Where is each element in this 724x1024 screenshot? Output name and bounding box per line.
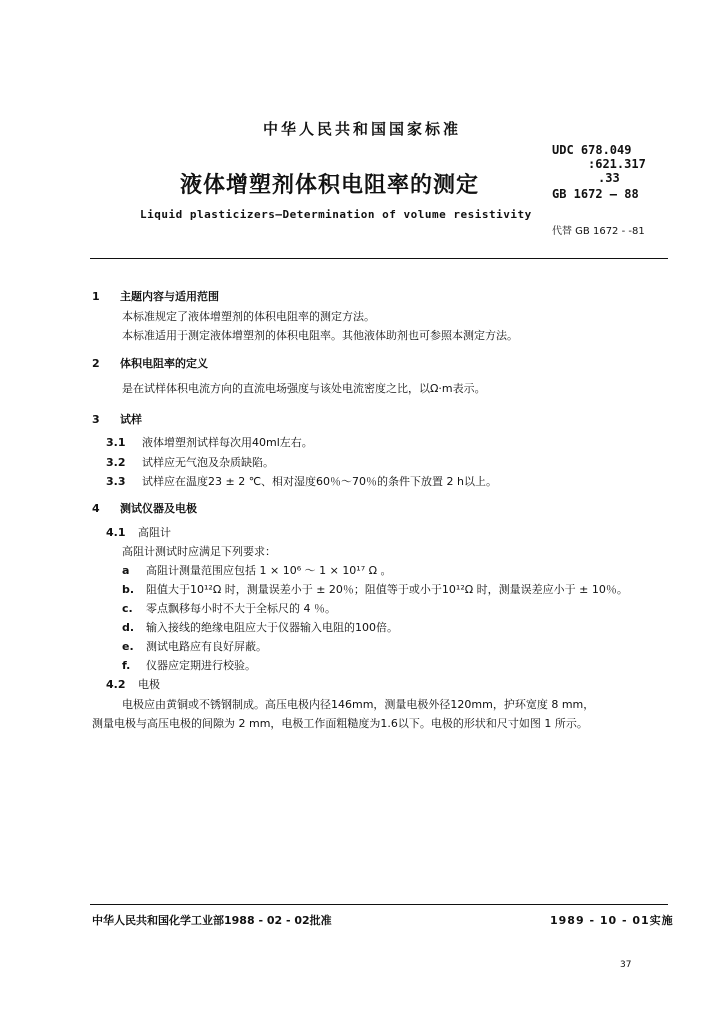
section-3-heading — [92, 411, 142, 427]
section-4-number: 4 — [92, 502, 100, 515]
subsection-4-2-paragraph-2: 测量电极与高压电极的间隙为 2 mm，电极工作面粗糙度为1.6以下。电极的形状和尺寸如图 1 所示。 — [92, 717, 588, 730]
section-4-title: 测试仪器及电极 — [120, 502, 197, 515]
item-text: 试样应无气泡及杂质缺陷。 — [142, 456, 274, 469]
footer-divider — [90, 904, 668, 905]
page-number: 37 — [620, 960, 632, 970]
section-2-number: 2 — [92, 357, 100, 370]
subsection-4-1-heading — [106, 524, 171, 540]
document-title-en: Liquid plasticizers—Determination of volume resistivity — [140, 208, 532, 221]
item-label: d. — [122, 621, 135, 634]
section-3-item-3 — [106, 473, 497, 489]
item-number: 3.2 — [106, 456, 126, 469]
section-3-title: 试样 — [120, 413, 142, 426]
item-label: a — [122, 564, 130, 577]
section-4-heading — [92, 500, 197, 516]
section-1-paragraph-1: 本标准规定了液体增塑剂的体积电阻率的测定方法。 — [122, 310, 375, 323]
requirement-item-d — [122, 619, 398, 635]
requirement-item-f — [122, 657, 256, 673]
section-2-paragraph-1: 是在试样体积电流方向的直流电场强度与该处电流密度之比，以Ω·m表示。 — [122, 382, 486, 395]
replaces-standard: 代替 GB 1672 - -81 — [552, 226, 645, 237]
item-text: 测试电路应有良好屏蔽。 — [146, 640, 267, 653]
implementation-date: 1989 - 10 - 01实施 — [550, 914, 674, 927]
subsection-4-2-paragraph-1: 电极应由黄铜或不锈钢制成。高压电极内径146mm，测量电极外径120mm，护环宽度 8 mm， — [122, 698, 595, 711]
subsection-title: 电极 — [138, 678, 160, 691]
section-1-heading — [92, 288, 219, 304]
subsection-number: 4.2 — [106, 678, 126, 691]
requirement-item-b — [122, 581, 628, 597]
section-1-title: 主题内容与适用范围 — [120, 290, 219, 303]
gb-standard-number: GB 1672 — 88 — [552, 187, 639, 201]
item-text: 零点飘移每小时不大于全标尺的 4 ％。 — [146, 602, 336, 615]
item-text: 试样应在温度23 ± 2 ℃、相对湿度60％～70％的条件下放置 2 h以上。 — [142, 475, 498, 488]
udc-code-line-3: .33 — [598, 171, 620, 185]
item-text: 液体增塑剂试样每次用40ml左右。 — [142, 436, 313, 449]
item-text: 输入接线的绝缘电阻应大于仪器输入电阻的100倍。 — [146, 621, 398, 634]
item-text: 仪器应定期进行校验。 — [146, 659, 256, 672]
approval-statement: 中华人民共和国化学工业部1988 - 02 - 02批准 — [92, 914, 332, 927]
item-label: e. — [122, 640, 134, 653]
item-label: c. — [122, 602, 133, 615]
udc-code-line-2: :621.317 — [588, 157, 646, 171]
section-1-paragraph-2: 本标准适用于测定液体增塑剂的体积电阻率。其他液体助剂也可参照本测定方法。 — [122, 329, 518, 342]
section-1-number: 1 — [92, 290, 100, 303]
subsection-4-2-heading — [106, 676, 160, 692]
header-divider — [90, 258, 668, 259]
section-2-title: 体积电阻率的定义 — [120, 357, 208, 370]
item-label: f. — [122, 659, 131, 672]
section-2-heading — [92, 355, 208, 371]
requirement-item-c — [122, 600, 336, 616]
section-3-item-1 — [106, 434, 313, 450]
item-label: b. — [122, 583, 135, 596]
document-title-cn: 液体增塑剂体积电阻率的测定 — [180, 173, 480, 198]
item-text: 阻值大于10¹²Ω 时，测量误差小于 ± 20％；阻值等于或小于10¹²Ω 时，测量误差应小于 ± 10％。 — [146, 583, 628, 596]
section-3-number: 3 — [92, 413, 100, 426]
requirement-item-e — [122, 638, 267, 654]
subsection-title: 高阻计 — [138, 526, 171, 539]
item-text: 高阻计测量范围应包括 1 × 10⁶ ～ 1 × 10¹⁷ Ω 。 — [146, 564, 392, 577]
item-number: 3.3 — [106, 475, 126, 488]
requirement-item-a — [122, 562, 392, 578]
udc-code-line-1: UDC 678.049 — [552, 143, 632, 157]
subsection-number: 4.1 — [106, 526, 126, 539]
standard-header-title: 中华人民共和国国家标准 — [262, 120, 461, 138]
subsection-4-1-intro: 高阻计测试时应满足下列要求： — [122, 545, 276, 558]
item-number: 3.1 — [106, 436, 126, 449]
section-3-item-2 — [106, 454, 274, 470]
